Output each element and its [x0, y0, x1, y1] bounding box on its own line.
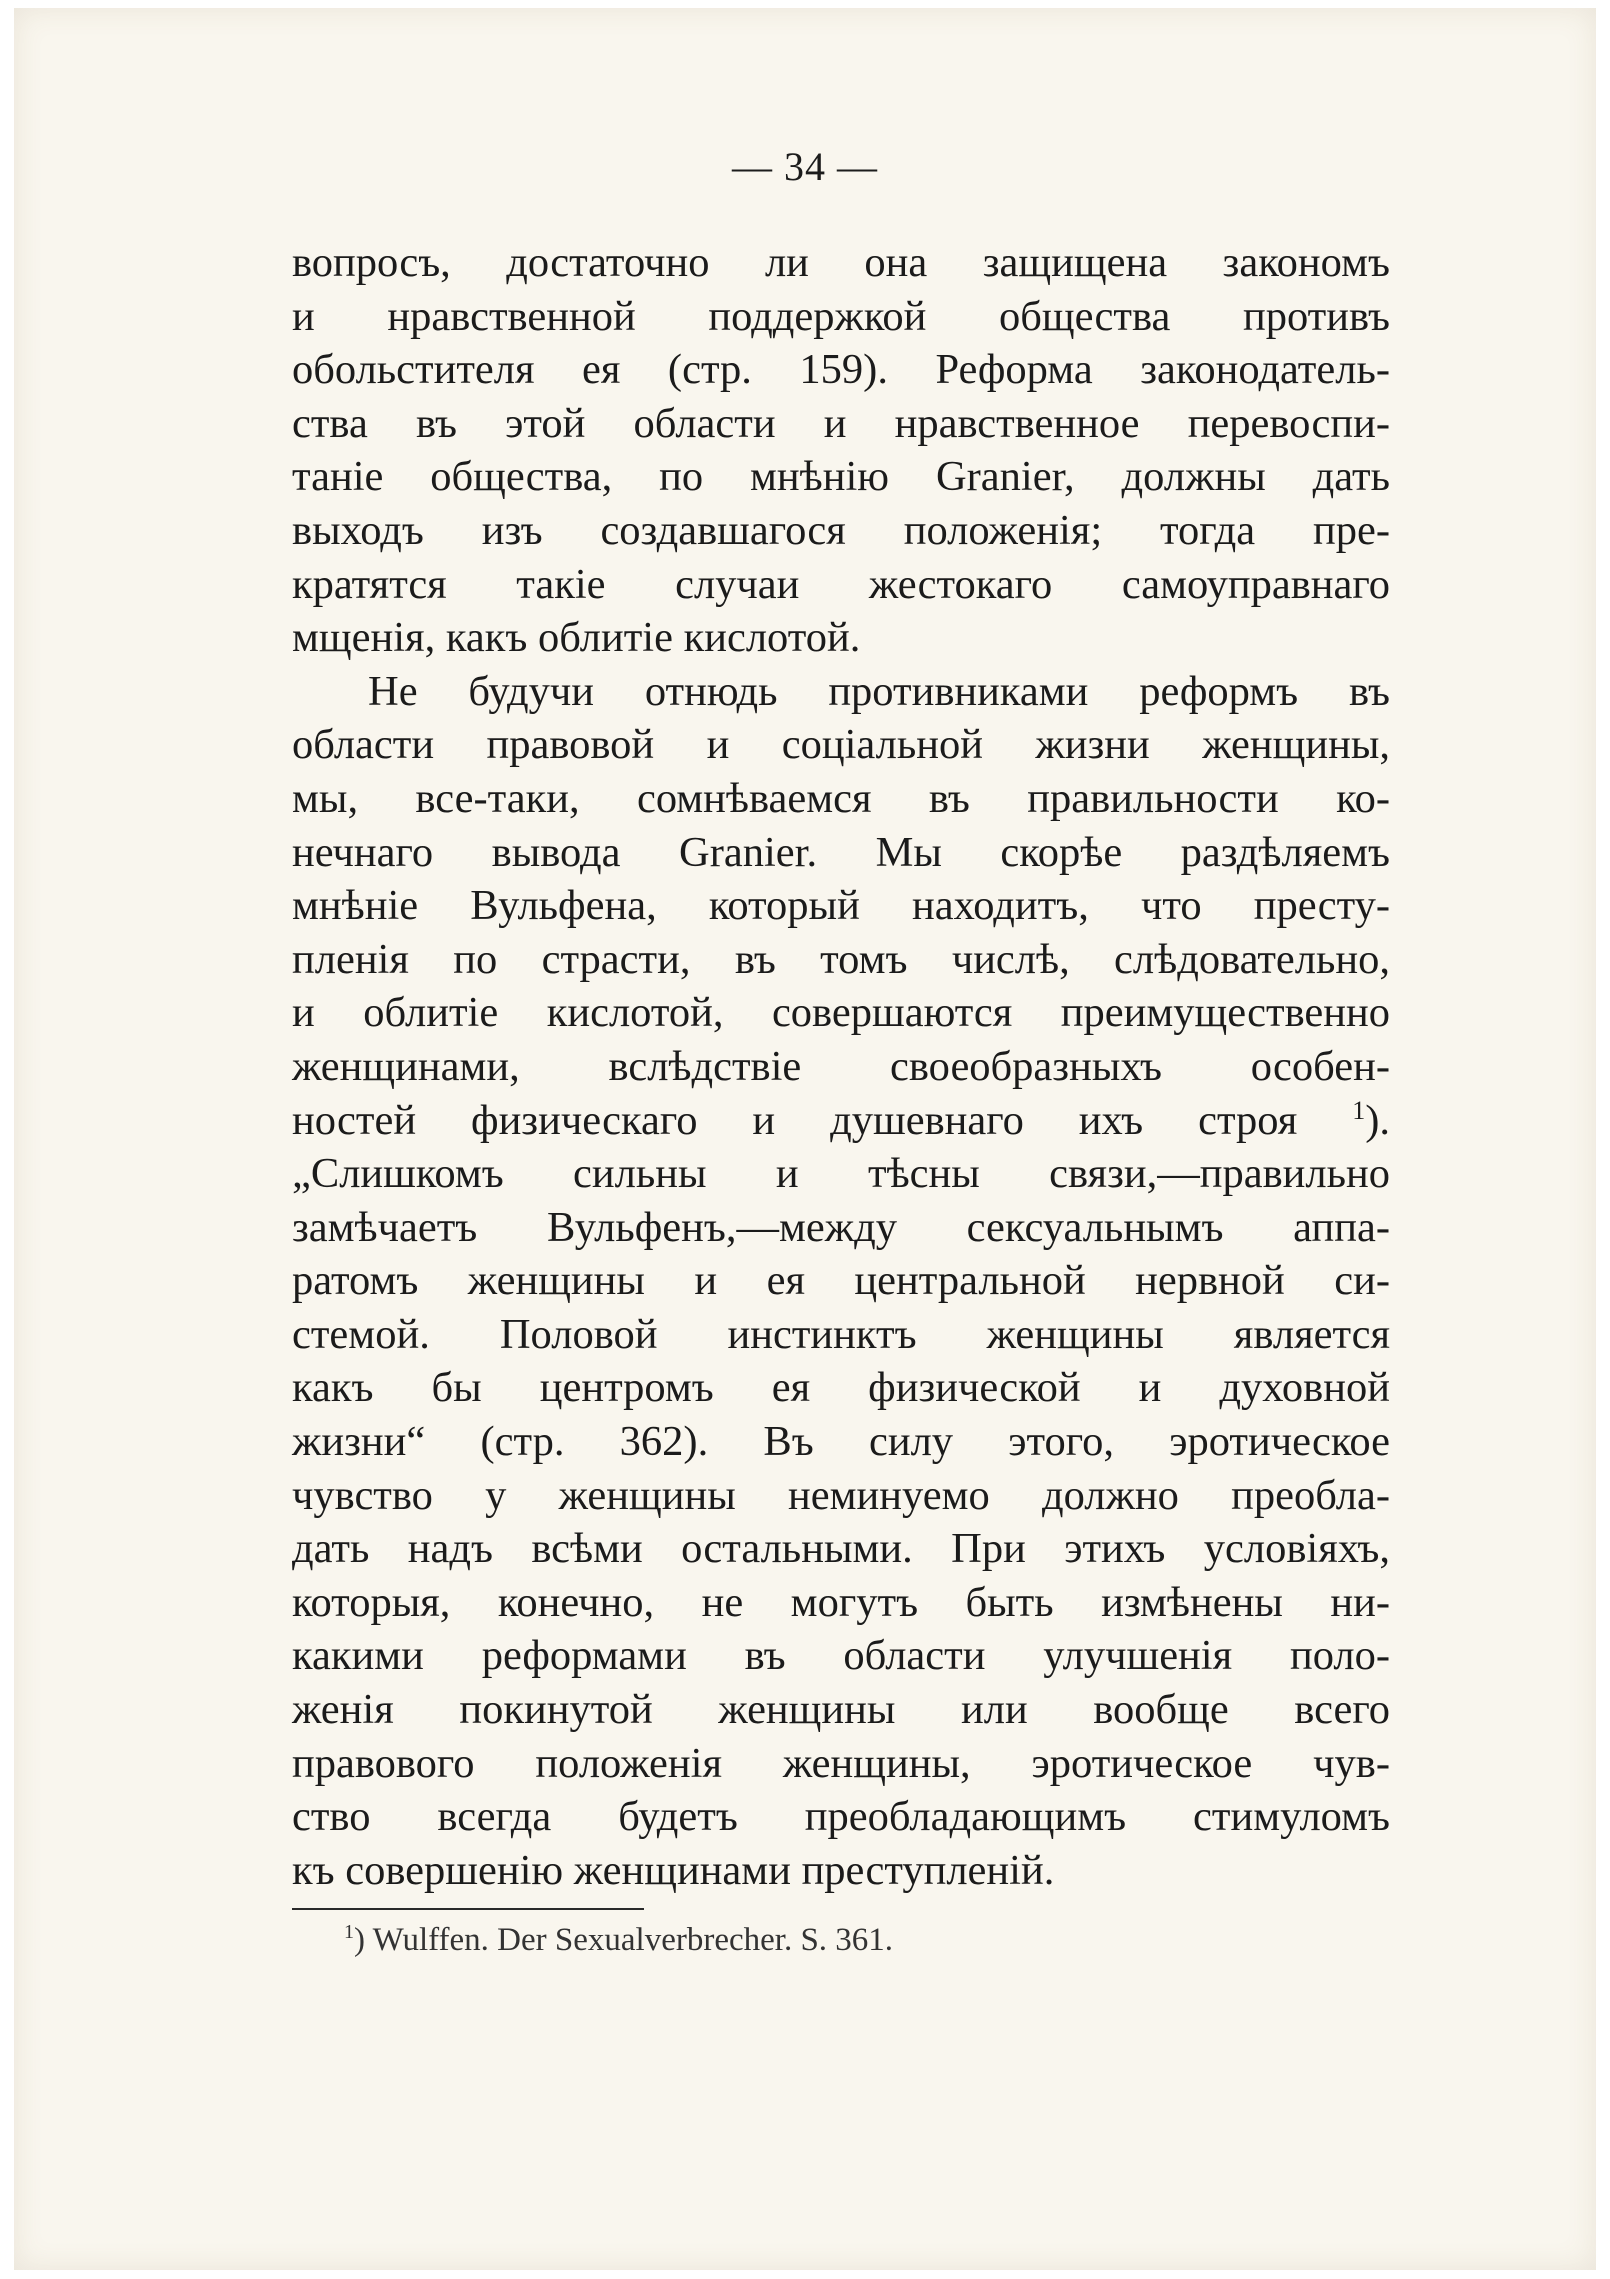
text-line: жизни“ (стр. 362). Въ силу этого, эротическое [292, 1418, 1390, 1466]
text-line: мнѣніе Вульфена, который находитъ, что престу- [292, 882, 1390, 930]
text-line: вопросъ, достаточно ли она защищена закономъ [292, 239, 1390, 286]
text-line: стемой. Половой инстинктъ женщины является [292, 1310, 1390, 1358]
text-line: области правовой и соціальной жизни женщины, [292, 721, 1390, 769]
footnote-marker-suffix: ) [354, 1922, 365, 1958]
text-line: таніе общества, по мнѣнію Granier, должны дать [292, 453, 1390, 501]
text-line: и нравственной поддержкой общества противъ [292, 292, 1390, 340]
text-line: какъ бы центромъ ея физической и духовной [292, 1364, 1390, 1412]
book-page [14, 8, 1596, 2270]
body-text [292, 236, 1390, 1897]
text-line: выходъ изъ создавшагося положенія; тогда пре- [292, 506, 1390, 554]
footnote-marker: 1 [344, 1921, 354, 1943]
text-line-with-footnote [292, 1094, 1390, 1148]
text-line: „Слишкомъ сильны и тѣсны связи,—правильно [292, 1150, 1390, 1198]
text-line: которыя, конечно, не могутъ быть измѣнены ни- [292, 1578, 1390, 1626]
text-line: пленія по страсти, въ томъ числѣ, слѣдовательно, [292, 935, 1390, 983]
text-line: Не будучи отнюдь противниками реформъ въ [368, 667, 1390, 715]
text-line: мщенія, какъ облитіе кислотой. [292, 614, 861, 662]
text-line: замѣчаетъ Вульфенъ,—между сексуальнымъ аппа- [292, 1203, 1390, 1251]
footnote-reference[interactable]: 1 [1352, 1095, 1366, 1125]
text-line: къ совершенію женщинами преступленій. [292, 1846, 1055, 1894]
text-line: чувство у женщины неминуемо должно преобла- [292, 1471, 1390, 1519]
text-line: правового положенія женщины, эротическое чув- [292, 1739, 1390, 1787]
text-line: ство всегда будетъ преобладающимъ стимуломъ [292, 1793, 1390, 1841]
text-line: женщинами, вслѣдствіе своеобразныхъ особен- [292, 1042, 1390, 1090]
text-line: мы, все-таки, сомнѣваемся въ правильности ко- [292, 774, 1390, 822]
footnote-divider [292, 1908, 644, 1910]
text-line: нечнаго вывода Granier. Мы скорѣе раздѣляемъ [292, 828, 1390, 876]
text-line: какими реформами въ области улучшенія поло- [292, 1632, 1390, 1680]
footnote-reference-suffix: ). [1365, 1096, 1390, 1144]
text-line: дать надъ всѣми остальными. При этихъ условіяхъ, [292, 1525, 1390, 1573]
text-line: кратятся такіе случаи жестокаго самоуправнаго [292, 560, 1390, 608]
text-line: и облитіе кислотой, совершаются преимущественно [292, 989, 1390, 1037]
footnote [344, 1918, 893, 1962]
text-line: обольстителя ея (стр. 159). Реформа законодатель- [292, 346, 1390, 394]
text-line: ратомъ женщины и ея центральной нервной си- [292, 1257, 1390, 1305]
text-line-content: ностей физическаго и душевнаго ихъ строя [292, 1096, 1353, 1144]
text-line: женія покинутой женщины или вообще всего [292, 1686, 1390, 1734]
page-number: — 34 — [732, 144, 878, 189]
footnote-text: Wulffen. Der Sexualverbrecher. S. 361. [372, 1922, 894, 1958]
text-line: ства въ этой области и нравственное перевоспи- [292, 399, 1390, 447]
